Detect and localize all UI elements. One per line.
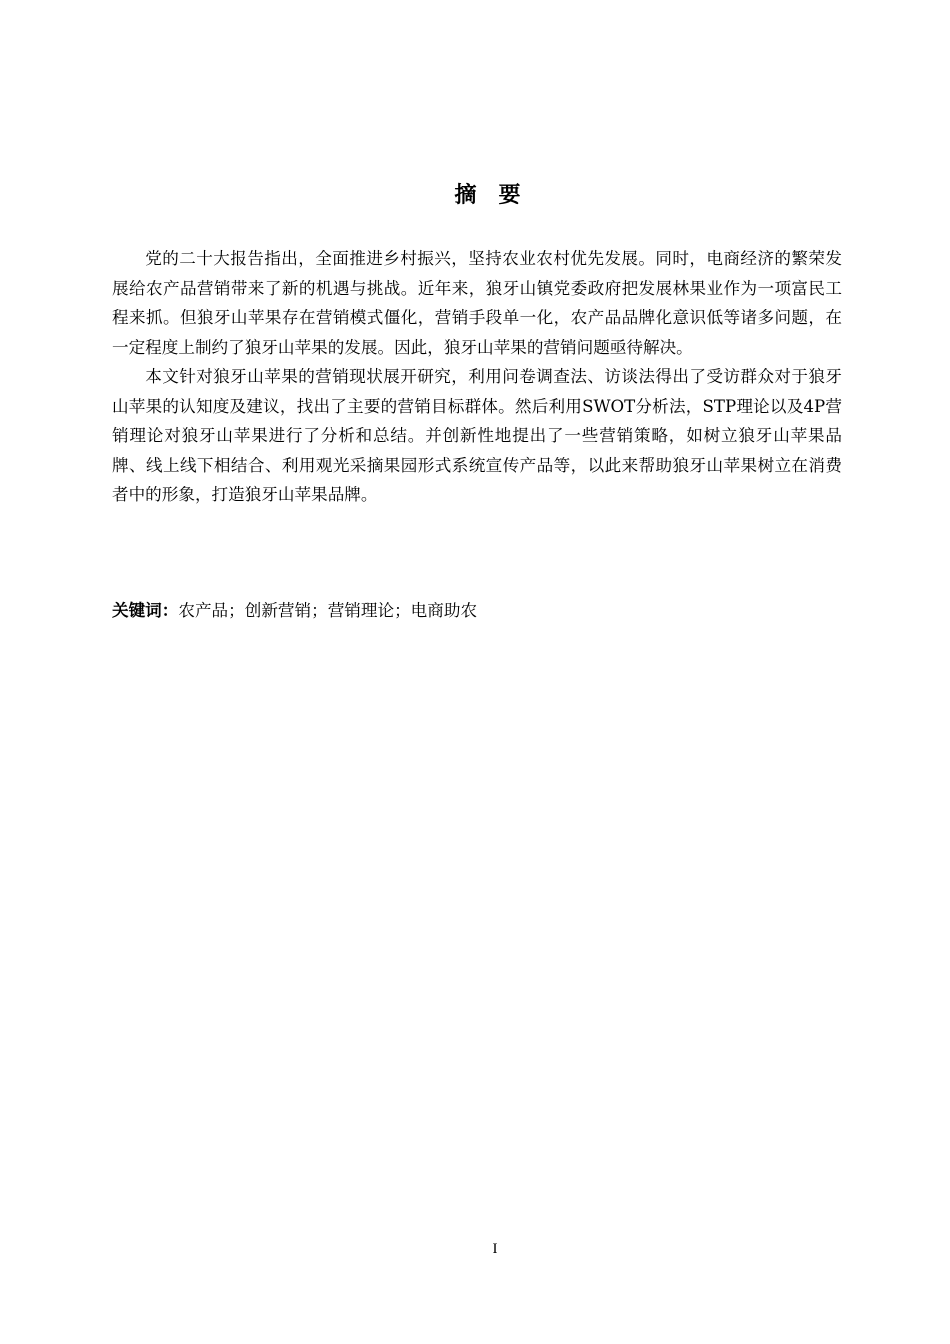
abstract-title-char-2: 要 [498, 183, 521, 208]
keywords-label: 关键词： [112, 601, 179, 620]
abstract-paragraph-2: 本文针对狼牙山苹果的营销现状展开研究，利用问卷调查法、访谈法得出了受访群众对于狼牙山苹果的认知度及建议，找出了主要的营销目标群体。然后利用SWOT分析法，STP理论以及4P营销理论对狼牙山苹果进行了分析和总结。并创新性地提出了一些营销策略，如树立狼牙山苹果品牌、线上线下相结合、利用观光采摘果园形式系统宣传产品等，以此来帮助狼牙山苹果树立在消费者中的形象，打造狼牙山苹果品牌。 [112, 367, 842, 504]
abstract-body [112, 244, 842, 510]
abstract-title [0, 178, 950, 209]
abstract-paragraph-1: 党的二十大报告指出，全面推进乡村振兴，坚持农业农村优先发展。同时，电商经济的繁荣发展给农产品营销带来了新的机遇与挑战。近年来，狼牙山镇党委政府把发展林果业作为一项富民工程来抓。但狼牙山苹果存在营销模式僵化，营销手段单一化，农产品品牌化意识低等诸多问题，在一定程度上制约了狼牙山苹果的发展。因此，狼牙山苹果的营销问题亟待解决。 [112, 249, 842, 357]
keywords-text: 农产品；创新营销；营销理论；电商助农 [178, 601, 478, 620]
page-number: I [492, 1241, 498, 1257]
keywords-line [112, 596, 842, 626]
abstract-title-char-1: 摘 [454, 183, 477, 208]
